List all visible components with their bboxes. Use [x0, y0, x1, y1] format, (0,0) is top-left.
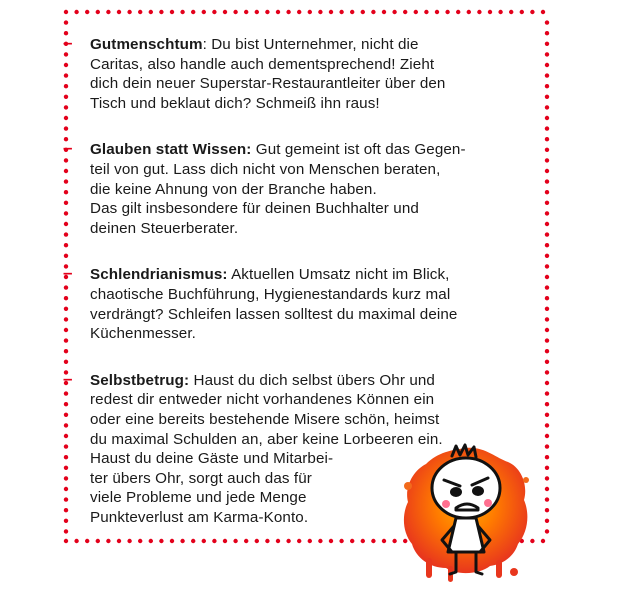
frame-dot — [212, 10, 216, 14]
frame-dot — [545, 190, 549, 194]
frame-dot — [117, 10, 121, 14]
item-first-rest: Gut gemeint ist oft das Gegen- — [251, 141, 466, 159]
frame-dot — [371, 10, 375, 14]
frame-dot — [545, 264, 549, 268]
frame-dot — [96, 10, 100, 14]
frame-dot — [545, 52, 549, 56]
frame-dot — [545, 434, 549, 438]
frame-dot — [138, 10, 142, 14]
frame-dot — [545, 349, 549, 353]
frame-dot — [64, 63, 68, 67]
frame-dot — [435, 10, 439, 14]
item-first-line — [90, 371, 530, 391]
frame-dot — [180, 10, 184, 14]
item-line: die keine Ahnung von der Branche haben. — [90, 180, 377, 198]
frame-dot — [545, 285, 549, 289]
bullet-dash: – — [63, 33, 73, 52]
frame-dot — [64, 444, 68, 448]
frame-dot — [488, 10, 492, 14]
item-lead: Gutmenschtum — [90, 36, 203, 53]
frame-dot — [202, 10, 206, 14]
frame-dot — [545, 179, 549, 183]
item-line: chaotische Buchführung, Hygienestandards kurz mal — [90, 285, 451, 303]
item-line: viele Probleme und jede Menge — [90, 489, 307, 507]
list-item — [63, 138, 530, 238]
frame-dot — [498, 10, 502, 14]
frame-dot — [64, 487, 68, 491]
frame-dot — [64, 232, 68, 236]
frame-dot — [545, 275, 549, 279]
frame-dot — [545, 201, 549, 205]
bullet-dash: – — [63, 138, 73, 158]
frame-dot — [85, 539, 89, 543]
frame-dot — [64, 508, 68, 512]
item-lead: Schlendrianismus: — [90, 266, 228, 284]
frame-dot — [244, 10, 248, 14]
frame-dot — [456, 10, 460, 14]
item-line: Caritas, also handle auch dementsprechend! Zieht — [90, 55, 435, 73]
frame-dot — [170, 10, 174, 14]
frame-dot — [545, 158, 549, 162]
frame-dot — [545, 519, 549, 523]
frame-dot — [541, 10, 545, 14]
frame-dot — [545, 126, 549, 130]
frame-dot — [545, 137, 549, 141]
frame-dot — [64, 169, 68, 173]
item-first-line — [90, 265, 530, 285]
item-lead: Glauben statt Wissen: — [90, 141, 252, 159]
frame-dot — [255, 10, 259, 14]
frame-dot — [64, 201, 68, 205]
frame-dot — [403, 10, 407, 14]
frame-dot — [64, 73, 68, 77]
frame-dot — [545, 476, 549, 480]
frame-dot — [286, 10, 290, 14]
frame-dot — [467, 10, 471, 14]
frame-dot — [64, 126, 68, 130]
frame-dot — [545, 42, 549, 46]
frame-dot — [64, 529, 68, 533]
frame-dot — [64, 349, 68, 353]
frame-dot — [545, 84, 549, 88]
frame-dot — [106, 10, 110, 14]
frame-dot — [318, 10, 322, 14]
frame-dot — [545, 328, 549, 332]
frame-dot — [64, 413, 68, 417]
frame-dot — [64, 317, 68, 321]
frame-dot — [545, 254, 549, 258]
frame-dot — [64, 402, 68, 406]
item-text — [90, 35, 530, 113]
frame-dot — [545, 381, 549, 385]
item-line: Das gilt insbesondere für deinen Buchhalter und — [90, 200, 419, 218]
frame-dot — [64, 539, 68, 543]
frame-dot — [382, 10, 386, 14]
frame-dot — [545, 391, 549, 395]
angry-stick-figure-icon — [396, 440, 536, 590]
frame-dot — [477, 10, 481, 14]
frame-dot — [64, 455, 68, 459]
frame-dot — [545, 105, 549, 109]
frame-dot — [64, 20, 68, 24]
frame-dot — [64, 285, 68, 289]
frame-dot — [64, 243, 68, 247]
frame-dot — [308, 10, 312, 14]
frame-dot — [545, 455, 549, 459]
frame-dot — [85, 10, 89, 14]
frame-dot — [361, 10, 365, 14]
frame-dot — [64, 254, 68, 258]
frame-dot — [530, 10, 534, 14]
item-line: redest dir entweder nicht vorhandenes Können ein — [90, 391, 435, 409]
frame-dot — [545, 20, 549, 24]
frame-dot — [545, 317, 549, 321]
frame-dot — [545, 116, 549, 120]
item-text — [90, 265, 530, 343]
item-lead: Selbstbetrug: — [90, 371, 190, 389]
frame-dot — [64, 360, 68, 364]
frame-dot — [339, 10, 343, 14]
frame-dot — [545, 402, 549, 406]
frame-dot — [541, 539, 545, 543]
frame-dot — [64, 190, 68, 194]
frame-dot — [265, 10, 269, 14]
frame-dot — [64, 116, 68, 120]
frame-dot — [276, 10, 280, 14]
frame-dot — [329, 10, 333, 14]
item-line: dich dein neuer Superstar-Restaurantleiter über den — [90, 75, 446, 93]
frame-dot — [127, 10, 131, 14]
frame-dot — [545, 243, 549, 247]
frame-dot — [545, 222, 549, 226]
frame-dot — [223, 10, 227, 14]
frame-dot — [64, 179, 68, 183]
frame-dot — [64, 434, 68, 438]
item-line: teil von gut. Lass dich nicht von Menschen beraten, — [90, 160, 441, 178]
list-item — [63, 263, 530, 343]
frame-dot — [64, 158, 68, 162]
frame-dot — [545, 497, 549, 501]
item-first-rest: Haust du dich selbst übers Ohr und — [189, 371, 435, 389]
frame-dot — [445, 10, 449, 14]
item-text — [90, 140, 530, 238]
frame-dot — [64, 84, 68, 88]
frame-dot — [64, 328, 68, 332]
frame-dot — [64, 519, 68, 523]
frame-dot — [545, 370, 549, 374]
item-line: Haust du deine Gäste und Mitarbei- — [90, 450, 334, 468]
bullet-dash: – — [63, 263, 73, 283]
item-line: Punkteverlust am Karma-Konto. — [90, 508, 309, 526]
frame-dot — [509, 10, 513, 14]
frame-dot — [64, 423, 68, 427]
frame-dot — [64, 338, 68, 342]
frame-dot — [545, 211, 549, 215]
frame-dot — [545, 31, 549, 35]
frame-dot — [545, 148, 549, 152]
frame-dot — [74, 539, 78, 543]
frame-dot — [64, 476, 68, 480]
frame-dot — [350, 10, 354, 14]
frame-dot — [74, 10, 78, 14]
frame-dot — [64, 391, 68, 395]
item-first-line — [90, 140, 530, 160]
frame-dot — [64, 10, 68, 14]
frame-dot — [64, 105, 68, 109]
frame-dot — [64, 466, 68, 470]
frame-dot — [545, 529, 549, 533]
frame-dot — [520, 10, 524, 14]
frame-dot — [545, 444, 549, 448]
frame-dot — [545, 296, 549, 300]
item-line: Tisch und beklaut dich? Schmeiß ihn raus! — [90, 94, 380, 112]
item-line: du maximal Schulden an, aber keine Lorbeeren ein. — [90, 430, 443, 448]
item-first-line — [90, 35, 530, 55]
frame-dot — [64, 95, 68, 99]
item-line: ter übers Ohr, sorgt auch das für — [90, 469, 312, 487]
item-line: verdrängt? Schleifen lassen solltest du maximal deine — [90, 305, 458, 323]
item-line: oder eine bereits bestehende Misere schön, heimst — [90, 410, 440, 428]
frame-dot — [297, 10, 301, 14]
frame-dot — [545, 487, 549, 491]
frame-dot — [64, 296, 68, 300]
frame-dot — [191, 10, 195, 14]
frame-dot — [545, 63, 549, 67]
frame-dot — [64, 307, 68, 311]
frame-dot — [64, 211, 68, 215]
frame-dot — [64, 222, 68, 226]
frame-dot — [545, 413, 549, 417]
list-item — [63, 33, 530, 113]
frame-dot — [64, 497, 68, 501]
frame-dot — [545, 508, 549, 512]
item-line: Küchenmesser. — [90, 325, 196, 343]
item-first-rest: Aktuellen Umsatz nicht im Blick, — [227, 266, 450, 284]
frame-dot — [149, 10, 153, 14]
frame-dot — [545, 360, 549, 364]
frame-dot — [545, 307, 549, 311]
bullet-dash: – — [63, 368, 73, 388]
frame-dot — [159, 10, 163, 14]
frame-dot — [233, 10, 237, 14]
frame-dot — [545, 338, 549, 342]
frame-dot — [545, 73, 549, 77]
frame-dot — [545, 169, 549, 173]
item-first-rest: : Du bist Unternehmer, nicht die — [202, 36, 419, 53]
item-line: deinen Steuerberater. — [90, 219, 239, 237]
frame-dot — [545, 232, 549, 236]
frame-dot — [392, 10, 396, 14]
frame-dot — [424, 10, 428, 14]
frame-dot — [414, 10, 418, 14]
frame-dot — [545, 466, 549, 470]
frame-dot — [545, 95, 549, 99]
frame-dot — [545, 423, 549, 427]
